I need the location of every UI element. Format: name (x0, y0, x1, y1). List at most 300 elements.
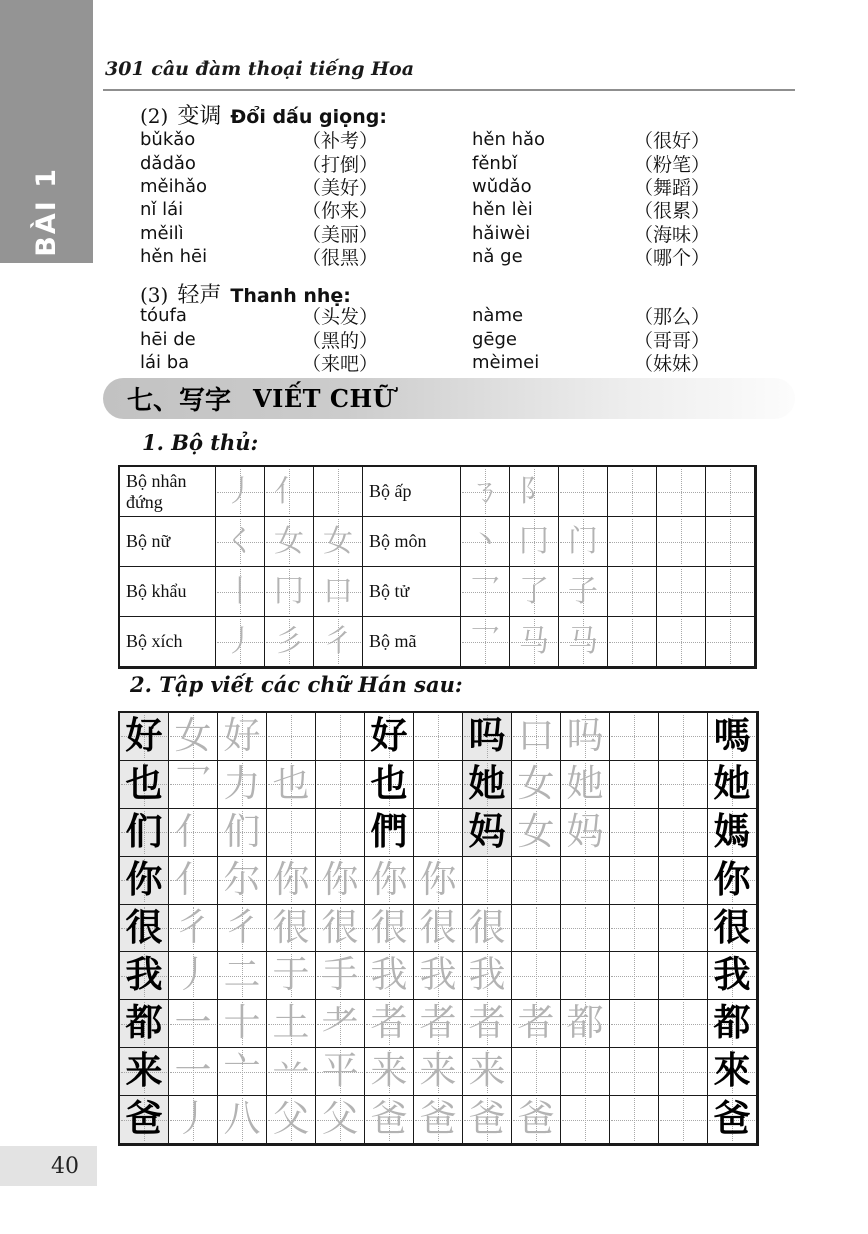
practice-cell (316, 1000, 365, 1048)
stroke-cell (314, 467, 363, 517)
practice-cell (414, 952, 463, 1000)
stroke-cell (657, 617, 706, 667)
practice-cell (169, 1096, 218, 1144)
practice-cell (463, 1000, 512, 1048)
practice-cell (169, 857, 218, 905)
character-glyph: 者 (419, 1003, 457, 1045)
practice-cell (120, 1000, 169, 1048)
character-glyph: く (225, 524, 255, 558)
character-glyph: 丶 (470, 524, 500, 558)
vocab-row (140, 222, 378, 245)
practice-cell (708, 809, 757, 857)
practice-cell (561, 713, 610, 761)
practice-cell (414, 1096, 463, 1144)
practice-cell (512, 713, 561, 761)
practice-cell (365, 713, 414, 761)
radical-label: Bộ khẩu (120, 567, 216, 617)
character-glyph: 亻 (174, 859, 212, 901)
practice-cell (267, 952, 316, 1000)
character-glyph: 们 (223, 811, 261, 853)
practice-cell (365, 952, 414, 1000)
character-glyph: 爸 (713, 1099, 751, 1141)
practice-cell (512, 809, 561, 857)
vocab-row (472, 222, 710, 245)
character-glyph: 妈 (566, 811, 604, 853)
stroke-cell (608, 567, 657, 617)
radical-label: Bộ nữ (120, 517, 216, 567)
practice-cell (610, 857, 659, 905)
practice-cell (659, 761, 708, 809)
character-glyph: 们 (125, 811, 163, 853)
character-glyph: 乛 (470, 574, 500, 608)
character-glyph: 你 (125, 859, 163, 901)
character-glyph: 好 (125, 715, 163, 757)
character-glyph: 爸 (468, 1099, 506, 1141)
stroke-cell (216, 617, 265, 667)
stroke-cell (314, 517, 363, 567)
practice-heading: 2. Tập viết các chữ Hán sau: (130, 672, 463, 697)
hanzi-text: （黑的） (302, 330, 379, 352)
stroke-cell (559, 567, 608, 617)
character-glyph: 我 (713, 955, 751, 997)
stroke-cell (265, 617, 314, 667)
radical-label: Bộ ấp (363, 467, 461, 517)
pinyin-text: gēge (472, 328, 517, 350)
vocab-row (472, 198, 710, 221)
practice-cell (610, 761, 659, 809)
practice-cell (414, 905, 463, 953)
stroke-cell (559, 467, 608, 517)
vocab-row (140, 175, 378, 198)
section-title-chinese: 轻声 (177, 282, 222, 307)
tone-change-list-left (140, 128, 378, 268)
character-glyph: 吗 (468, 715, 506, 757)
practice-cell (414, 809, 463, 857)
practice-cell (316, 713, 365, 761)
stroke-cell (216, 567, 265, 617)
practice-cell (463, 1096, 512, 1144)
practice-cell (267, 761, 316, 809)
practice-cell (120, 905, 169, 953)
practice-cell (512, 857, 561, 905)
practice-cell (463, 905, 512, 953)
hanzi-text: （美好） (302, 177, 379, 199)
practice-cell (120, 1048, 169, 1096)
stroke-cell (265, 517, 314, 567)
hanzi-text: （来吧） (302, 353, 379, 375)
stroke-cell (216, 467, 265, 517)
practice-cell (365, 761, 414, 809)
character-glyph: 我 (125, 955, 163, 997)
character-glyph: 土 (272, 1003, 310, 1045)
pinyin-text: mèimei (472, 351, 540, 373)
practice-cell (414, 857, 463, 905)
pinyin-text: fěnbǐ (472, 152, 518, 174)
neutral-tone-list-left (140, 304, 378, 374)
character-glyph: 子 (568, 574, 598, 608)
character-glyph: 者 (468, 1003, 506, 1045)
vocab-row (472, 245, 710, 268)
practice-cell (463, 1048, 512, 1096)
stroke-cell (657, 567, 706, 617)
radical-label: Bộ môn (363, 517, 461, 567)
practice-cell (708, 857, 757, 905)
practice-cell (414, 713, 463, 761)
vocab-row (472, 327, 710, 350)
character-glyph: 你 (370, 859, 408, 901)
hanzi-text: （舞蹈） (634, 177, 711, 199)
stroke-cell (657, 517, 706, 567)
practice-cell (120, 857, 169, 905)
character-glyph: 爸 (370, 1099, 408, 1141)
stroke-cell (608, 617, 657, 667)
character-glyph: 好 (223, 715, 261, 757)
practice-cell (169, 809, 218, 857)
character-glyph: 父 (272, 1099, 310, 1141)
character-glyph: 來 (713, 1051, 751, 1093)
stroke-cell (559, 517, 608, 567)
practice-cell (267, 713, 316, 761)
practice-cell (169, 952, 218, 1000)
stroke-cell (657, 467, 706, 517)
hanzi-text: （很累） (634, 201, 711, 223)
practice-cell (659, 1048, 708, 1096)
character-glyph: ㄋ (470, 474, 500, 508)
character-glyph: 于 (272, 955, 310, 997)
pinyin-text: nàme (472, 305, 524, 327)
character-glyph: 来 (468, 1051, 506, 1093)
character-practice-grid (118, 711, 759, 1146)
stroke-cell (510, 567, 559, 617)
stroke-cell (265, 467, 314, 517)
character-glyph: 彳 (223, 907, 261, 949)
practice-cell (365, 1048, 414, 1096)
practice-cell (512, 1000, 561, 1048)
neutral-tone-list-right (472, 304, 710, 374)
character-glyph: 马 (568, 624, 598, 658)
practice-cell (365, 1096, 414, 1144)
character-glyph: 我 (370, 955, 408, 997)
character-glyph: 者 (370, 1003, 408, 1045)
character-glyph: 丨 (225, 574, 255, 608)
vocab-row (140, 151, 378, 174)
practice-cell (414, 761, 463, 809)
character-glyph: 女 (274, 524, 304, 558)
radical-label: Bộ nhân đứng (120, 467, 216, 517)
lesson-tab-label: BÀI 1 (31, 167, 62, 257)
radical-label: Bộ tử (363, 567, 461, 617)
writing-section-title-vietnamese: VIẾT CHỮ (253, 384, 395, 413)
practice-cell (659, 713, 708, 761)
practice-cell (267, 1000, 316, 1048)
vocab-row (140, 351, 378, 374)
character-glyph: 很 (468, 907, 506, 949)
character-glyph: 二 (223, 955, 261, 997)
section-title-vietnamese: Đổi dấu giọng: (230, 106, 387, 128)
character-glyph: 亠 (223, 1051, 261, 1093)
character-glyph: 爸 (419, 1099, 457, 1141)
character-glyph: 彳 (174, 907, 212, 949)
practice-cell (316, 1048, 365, 1096)
practice-cell (610, 1048, 659, 1096)
practice-cell (267, 857, 316, 905)
header-rule (103, 89, 795, 91)
radical-label: Bộ mã (363, 617, 461, 667)
practice-cell (218, 713, 267, 761)
character-glyph: 马 (519, 624, 549, 658)
practice-cell (463, 857, 512, 905)
practice-cell (610, 905, 659, 953)
practice-cell (365, 905, 414, 953)
character-glyph: 冂 (274, 574, 304, 608)
hanzi-text: （海味） (634, 224, 711, 246)
stroke-cell (461, 517, 510, 567)
practice-cell (512, 905, 561, 953)
character-glyph: 都 (566, 1003, 604, 1045)
practice-cell (218, 857, 267, 905)
writing-section-title-chinese: 七、写字 (127, 386, 232, 415)
character-glyph: 女 (517, 811, 555, 853)
character-glyph: 乛 (470, 624, 500, 658)
hanzi-text: （那么） (634, 307, 711, 329)
pinyin-text: wǔdǎo (472, 175, 532, 197)
character-glyph: 你 (713, 859, 751, 901)
section-number: (3) (140, 283, 169, 307)
character-glyph: 平 (321, 1051, 359, 1093)
character-glyph: 来 (125, 1051, 163, 1093)
character-glyph: 乛 (174, 763, 212, 805)
vocab-row (472, 351, 710, 374)
pinyin-text: nǐ lái (140, 199, 184, 221)
practice-cell (659, 1096, 708, 1144)
radical-label: Bộ xích (120, 617, 216, 667)
practice-cell (414, 1048, 463, 1096)
practice-cell (267, 1096, 316, 1144)
character-glyph: 冂 (519, 524, 549, 558)
character-glyph: 来 (419, 1051, 457, 1093)
character-glyph: 十 (223, 1003, 261, 1045)
character-glyph: 很 (321, 907, 359, 949)
book-title: 301 câu đàm thoại tiếng Hoa (105, 58, 415, 80)
character-glyph: 很 (272, 907, 310, 949)
character-glyph: 也 (125, 763, 163, 805)
character-glyph: 妈 (468, 811, 506, 853)
character-glyph: 她 (468, 763, 506, 805)
vocab-row (472, 304, 710, 327)
stroke-cell (314, 567, 363, 617)
practice-cell (267, 809, 316, 857)
character-glyph: 者 (517, 1003, 555, 1045)
stroke-cell (461, 567, 510, 617)
pinyin-text: hěn hēi (140, 246, 208, 268)
character-glyph: 我 (468, 955, 506, 997)
character-glyph: 力 (223, 763, 261, 805)
hanzi-text: （很黑） (302, 248, 379, 270)
practice-cell (218, 1096, 267, 1144)
pinyin-text: tóufa (140, 305, 187, 327)
practice-cell (659, 1000, 708, 1048)
pinyin-text: měilì (140, 222, 184, 244)
character-glyph: 来 (370, 1051, 408, 1093)
character-glyph: 一 (174, 1003, 212, 1045)
character-glyph: 我 (419, 955, 457, 997)
practice-cell (316, 1096, 365, 1144)
pinyin-text: nǎ ge (472, 246, 523, 268)
practice-cell (365, 1000, 414, 1048)
character-glyph: 你 (419, 859, 457, 901)
practice-cell (610, 1000, 659, 1048)
character-glyph: 很 (713, 907, 751, 949)
section-number: (2) (140, 104, 169, 128)
practice-cell (463, 713, 512, 761)
character-glyph: 她 (713, 763, 751, 805)
writing-section-bar (103, 378, 795, 419)
practice-cell (708, 761, 757, 809)
practice-cell (316, 857, 365, 905)
character-glyph: 口 (517, 715, 555, 757)
vocab-row (140, 128, 378, 151)
character-glyph: 們 (370, 811, 408, 853)
practice-cell (512, 761, 561, 809)
stroke-cell (265, 567, 314, 617)
practice-cell (610, 809, 659, 857)
practice-cell (414, 1000, 463, 1048)
lesson-sidebar (0, 0, 93, 263)
stroke-cell (461, 467, 510, 517)
stroke-cell (559, 617, 608, 667)
practice-cell (365, 857, 414, 905)
practice-cell (267, 1048, 316, 1096)
practice-cell (708, 1000, 757, 1048)
stroke-cell (510, 517, 559, 567)
character-glyph: 尔 (223, 859, 261, 901)
character-glyph: 了 (519, 574, 549, 608)
practice-cell (463, 809, 512, 857)
hanzi-text: （头发） (302, 307, 379, 329)
character-glyph: 女 (323, 524, 353, 558)
practice-cell (120, 1096, 169, 1144)
practice-cell (169, 1000, 218, 1048)
vocab-row (472, 128, 710, 151)
character-glyph: 媽 (713, 811, 751, 853)
hanzi-text: （妹妹） (634, 353, 711, 375)
character-glyph: 女 (174, 715, 212, 757)
character-glyph: 很 (125, 907, 163, 949)
hanzi-text: （美丽） (302, 224, 379, 246)
stroke-cell (314, 617, 363, 667)
practice-cell (610, 952, 659, 1000)
character-glyph: 亻 (174, 811, 212, 853)
character-glyph: 很 (419, 907, 457, 949)
pinyin-text: dǎdǎo (140, 152, 196, 174)
practice-cell (561, 1096, 610, 1144)
character-glyph: 彳 (323, 624, 353, 658)
character-glyph: 亻 (274, 474, 304, 508)
character-glyph: 好 (370, 715, 408, 757)
stroke-cell (706, 467, 755, 517)
practice-cell (463, 761, 512, 809)
character-glyph: 都 (713, 1003, 751, 1045)
practice-cell (120, 952, 169, 1000)
practice-cell (120, 809, 169, 857)
character-glyph: 手 (321, 955, 359, 997)
practice-cell (316, 905, 365, 953)
section-title-chinese: 变调 (177, 103, 222, 128)
practice-cell (120, 761, 169, 809)
stroke-cell (608, 517, 657, 567)
pinyin-text: hēi de (140, 328, 196, 350)
stroke-cell (510, 467, 559, 517)
character-glyph: 阝 (519, 474, 549, 508)
practice-cell (218, 761, 267, 809)
character-glyph: 爸 (125, 1099, 163, 1141)
character-glyph: 爸 (517, 1099, 555, 1141)
practice-cell (561, 952, 610, 1000)
stroke-cell (706, 517, 755, 567)
character-glyph: 也 (272, 763, 310, 805)
pinyin-text: hǎiwèi (472, 222, 531, 244)
practice-cell (561, 857, 610, 905)
practice-cell (512, 952, 561, 1000)
practice-cell (708, 1048, 757, 1096)
practice-cell (708, 952, 757, 1000)
hanzi-text: （哥哥） (634, 330, 711, 352)
practice-cell (463, 952, 512, 1000)
pinyin-text: hěn hǎo (472, 129, 546, 151)
practice-cell (561, 1048, 610, 1096)
practice-cell (267, 905, 316, 953)
vocab-row (140, 198, 378, 221)
character-glyph: 吗 (566, 715, 604, 757)
hanzi-text: （打倒） (302, 154, 379, 176)
practice-cell (610, 1096, 659, 1144)
practice-cell (169, 1048, 218, 1096)
character-glyph: 你 (272, 859, 310, 901)
pinyin-text: hěn lèi (472, 199, 533, 221)
character-glyph: 父 (321, 1099, 359, 1141)
vocab-row (140, 304, 378, 327)
vocab-row (140, 245, 378, 268)
practice-cell (316, 809, 365, 857)
radicals-heading: 1. Bộ thủ: (142, 430, 259, 455)
character-glyph: 你 (321, 859, 359, 901)
pinyin-text: lái ba (140, 351, 190, 373)
hanzi-text: （很好） (634, 131, 711, 153)
character-glyph: 八 (223, 1099, 261, 1141)
character-glyph: 丿 (174, 955, 212, 997)
character-glyph: 丿 (225, 624, 255, 658)
pinyin-text: měihǎo (140, 175, 208, 197)
character-glyph: 耂 (321, 1003, 359, 1045)
character-glyph: 嗎 (713, 715, 751, 757)
character-glyph: 很 (370, 907, 408, 949)
practice-cell (659, 809, 708, 857)
tone-change-list-right (472, 128, 710, 268)
vocab-row (140, 327, 378, 350)
practice-cell (218, 952, 267, 1000)
character-glyph: 门 (568, 524, 598, 558)
character-glyph: 丿 (174, 1099, 212, 1141)
page-number-box (0, 1146, 97, 1186)
character-glyph: 都 (125, 1003, 163, 1045)
practice-cell (659, 952, 708, 1000)
practice-cell (169, 761, 218, 809)
character-glyph: 口 (323, 574, 353, 608)
vocab-row (472, 151, 710, 174)
practice-cell (218, 905, 267, 953)
page-number: 40 (51, 1153, 79, 1179)
hanzi-text: （粉笔） (634, 154, 711, 176)
